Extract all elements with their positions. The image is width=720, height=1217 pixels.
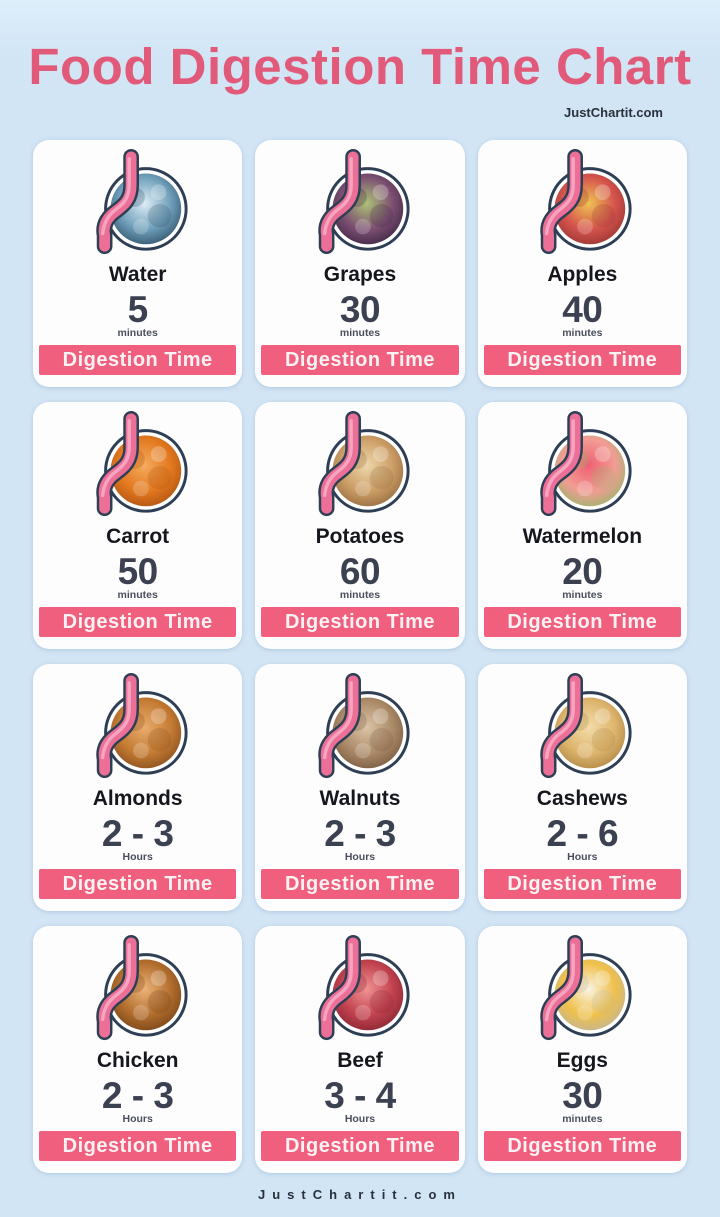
digestion-value: 40 [562, 289, 603, 331]
food-name: Beef [337, 1049, 383, 1073]
digestion-time-banner: Digestion Time [484, 1131, 681, 1161]
digestion-time-banner: Digestion Time [39, 607, 236, 637]
cashews-stomach-icon [527, 672, 637, 782]
food-name: Grapes [323, 263, 397, 287]
digestion-time-banner: Digestion Time [261, 607, 458, 637]
food-card-apples [478, 140, 687, 387]
header [0, 0, 720, 120]
digestion-time-banner: Digestion Time [261, 869, 458, 899]
stomach-icon-slot [305, 410, 415, 522]
digestion-time-banner: Digestion Time [39, 345, 236, 375]
digestion-value: 2 - 3 [324, 813, 396, 855]
food-name: Almonds [92, 787, 183, 811]
stomach-icon-slot [83, 410, 193, 522]
digestion-unit: minutes [339, 589, 381, 602]
digestion-value: 5 [127, 289, 148, 331]
brand-bottom-label: JustChartit.com [258, 1187, 462, 1203]
stomach-icon-slot [527, 934, 637, 1046]
digestion-unit: Hours [122, 851, 153, 864]
digestion-unit: Hours [567, 851, 598, 864]
food-card-carrot [33, 402, 242, 649]
digestion-time-banner: Digestion Time [261, 345, 458, 375]
digestion-value: 30 [562, 1075, 603, 1117]
food-name: Eggs [556, 1049, 608, 1073]
food-card-grid [33, 140, 687, 1173]
food-name: Chicken [96, 1049, 179, 1073]
digestion-unit: minutes [562, 327, 603, 340]
digestion-value: 2 - 3 [101, 1075, 174, 1117]
walnuts-stomach-icon [305, 672, 415, 782]
carrot-stomach-icon [83, 410, 193, 520]
digestion-unit: minutes [117, 327, 158, 340]
stomach-icon-slot [527, 672, 637, 784]
digestion-unit: minutes [339, 327, 381, 340]
stomach-icon-slot [83, 148, 193, 260]
apples-stomach-icon [527, 148, 637, 258]
digestion-unit: minutes [117, 589, 158, 602]
food-card-cashews [478, 664, 687, 911]
digestion-unit: Hours [122, 1113, 153, 1126]
digestion-value: 2 - 3 [101, 813, 174, 855]
stomach-icon-slot [527, 410, 637, 522]
food-card-walnuts [255, 664, 464, 911]
food-name: Carrot [106, 525, 170, 549]
digestion-time-banner: Digestion Time [484, 607, 681, 637]
digestion-time-banner: Digestion Time [484, 869, 681, 899]
digestion-value: 3 - 4 [324, 1075, 396, 1117]
food-name: Water [108, 263, 167, 287]
beef-stomach-icon [305, 934, 415, 1044]
digestion-unit: minutes [562, 1113, 603, 1126]
food-name: Watermelon [522, 525, 643, 549]
food-card-water [33, 140, 242, 387]
digestion-time-banner: Digestion Time [39, 869, 236, 899]
food-card-chicken [33, 926, 242, 1173]
digestion-value: 2 - 6 [546, 813, 619, 855]
food-card-grapes [255, 140, 464, 387]
digestion-unit: minutes [562, 589, 603, 602]
food-card-eggs [478, 926, 687, 1173]
digestion-time-banner: Digestion Time [484, 345, 681, 375]
food-name: Potatoes [315, 525, 405, 549]
almonds-stomach-icon [83, 672, 193, 782]
digestion-value: 30 [339, 289, 381, 331]
brand-top-label: JustChartit.com [564, 105, 663, 121]
page-title: Food Digestion Time Chart [28, 38, 692, 95]
digestion-unit: Hours [344, 851, 376, 864]
food-card-almonds [33, 664, 242, 911]
watermelon-stomach-icon [527, 410, 637, 520]
grapes-stomach-icon [305, 148, 415, 258]
stomach-icon-slot [83, 672, 193, 784]
food-name: Walnuts [319, 787, 401, 811]
digestion-unit: Hours [344, 1113, 376, 1126]
water-stomach-icon [83, 148, 193, 258]
chicken-stomach-icon [83, 934, 193, 1044]
stomach-icon-slot [83, 934, 193, 1046]
food-card-watermelon [478, 402, 687, 649]
digestion-time-banner: Digestion Time [39, 1131, 236, 1161]
eggs-stomach-icon [527, 934, 637, 1044]
digestion-value: 50 [117, 551, 158, 593]
stomach-icon-slot [305, 934, 415, 1046]
stomach-icon-slot [305, 148, 415, 260]
potatoes-stomach-icon [305, 410, 415, 520]
food-card-beef [255, 926, 464, 1173]
stomach-icon-slot [305, 672, 415, 784]
food-card-potatoes [255, 402, 464, 649]
stomach-icon-slot [527, 148, 637, 260]
food-name: Cashews [536, 787, 628, 811]
food-name: Apples [547, 263, 618, 287]
digestion-value: 20 [562, 551, 603, 593]
digestion-time-banner: Digestion Time [261, 1131, 458, 1161]
digestion-value: 60 [339, 551, 381, 593]
